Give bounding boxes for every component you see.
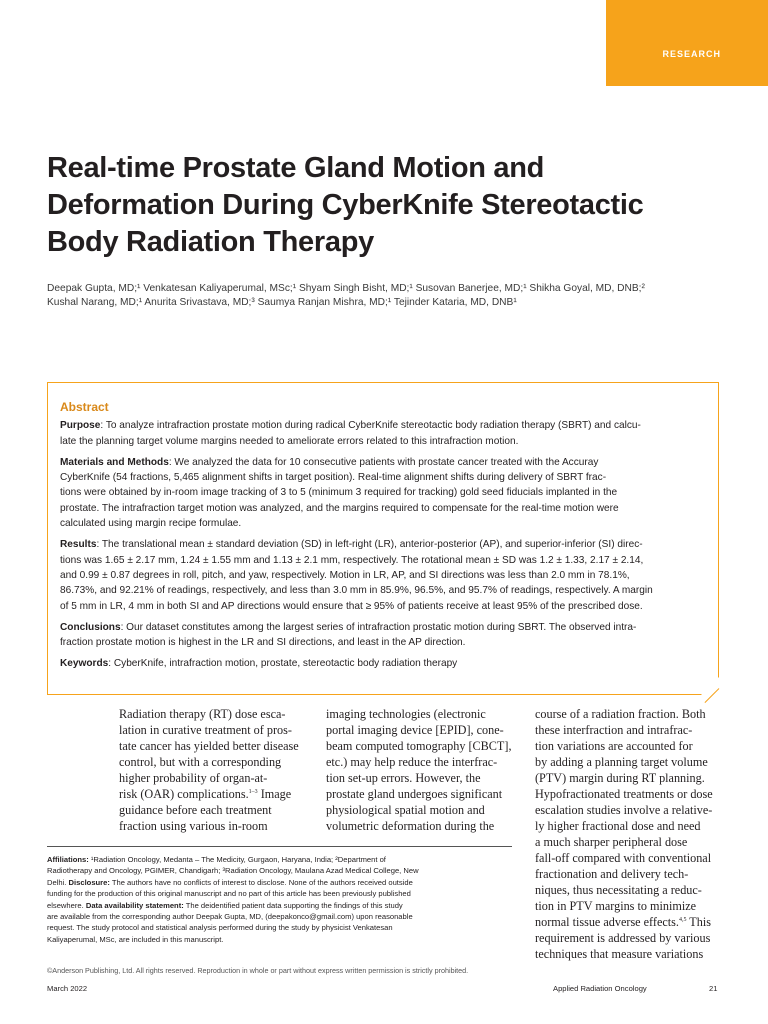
section-tab	[606, 0, 768, 86]
body-line: Radiation therapy (RT) dose esca-	[119, 707, 286, 721]
corner-cut	[701, 677, 719, 695]
title-line: Body Radiation Therapy	[47, 226, 374, 258]
methods-text: : We analyzed the data for 10 consecutive patients with prostate cancer treated with the Accuray	[168, 456, 599, 468]
body-line: by adding a planning target volume	[535, 755, 708, 769]
body-line: these interfraction and intrafrac-	[535, 723, 693, 737]
body-line: physiological spatial motion and	[326, 803, 485, 817]
data-availability-label: Data availability statement:	[85, 900, 184, 910]
purpose-text: late the planning target volume margins needed to ameliorate errors related to this intrafraction motion.	[60, 435, 519, 447]
body-line: volumetric deformation during the	[326, 819, 495, 833]
affiliations-divider	[47, 846, 512, 847]
conclusions-label: Conclusions	[60, 621, 121, 633]
purpose-label: Purpose	[60, 420, 101, 432]
abstract-methods	[60, 455, 710, 531]
author-list	[47, 282, 727, 310]
body-line: tate cancer has yielded better disease	[119, 739, 299, 753]
methods-text: CyberKnife (54 fractions, 5,465 alignment shifts in target position). Real-time alignment shifts during delivery of SBRT frac-	[60, 472, 607, 484]
affiliations-text: Delhi.	[47, 877, 69, 887]
section-label: RESEARCH	[662, 49, 721, 59]
body-line: portal imaging device [EPID], cone-	[326, 723, 504, 737]
body-line: imaging technologies (electronic	[326, 707, 486, 721]
affiliations-label: Affiliations:	[47, 855, 89, 864]
abstract-purpose	[60, 418, 710, 449]
disclosure-text: The authors have no conflicts of interest to disclose. None of the authors received outside	[109, 877, 413, 887]
disclosure-text: elsewhere.	[47, 900, 86, 910]
body-line: lation in curative treatment of pros-	[119, 723, 292, 737]
body-line: tion set-up errors. However, the	[326, 771, 481, 785]
abstract-heading: Abstract	[60, 400, 109, 414]
keywords-label: Keywords	[60, 658, 109, 670]
results-text: tions was 1.65 ± 2.17 mm, 1.24 ± 1.55 mm and 1.13 ± 2.1 mm, respectively. The rotational mean ± SD was 1.2 ± 1.33, 2.17 ± 2.14,	[60, 554, 644, 566]
results-text: and 0.99 ± 0.87 degrees in roll, pitch, and yaw, respectively. Motion in LR, AP, and SI directions was less than 2.0 mm in 78.1%,	[60, 569, 630, 581]
results-text: of 5 mm in LR, 4 mm in both SI and AP directions would ensure that ≥ 95% of patients receive at least 95% of the prescribed dose.	[60, 600, 643, 612]
body-line: Image	[257, 787, 292, 801]
affiliations-text: ¹Radiation Oncology, Medanta – The Medicity, Gurgaon, Haryana, India; ²Department of	[88, 855, 386, 864]
body-line: beam computed tomography [CBCT],	[326, 739, 512, 753]
keywords-text: : CyberKnife, intrafraction motion, prostate, stereotactic body radiation therapy	[108, 658, 458, 670]
body-line: course of a radiation fraction. Both	[535, 707, 706, 721]
body-line: etc.) may help reduce the interfrac-	[326, 755, 498, 769]
body-line: guidance before each treatment	[119, 803, 272, 817]
title-line: Real-time Prostate Gland Motion and	[47, 152, 545, 184]
footer-journal: Applied Radiation Oncology	[553, 984, 647, 993]
affiliations-block	[47, 854, 517, 945]
affiliations-text: Radiotherapy and Oncology, PGIMER, Chandigarh; ³Radiation Oncology, Maulana Azad Medical College, New	[47, 866, 419, 876]
body-line: (PTV) margin during RT planning.	[535, 771, 705, 785]
body-line: fractionation and delivery tech-	[535, 867, 689, 881]
conclusions-text: : Our dataset constitutes among the largest series of intrafraction prostatic motion during SBRT. The observed intra-	[120, 621, 637, 633]
methods-text: calculated using margin recipe formulae.	[60, 518, 242, 530]
methods-text: prostate. The intrafraction target motion was analyzed, and the margins required to compensate for the real-time motion were	[60, 502, 619, 514]
purpose-text: : To analyze intrafraction prostate motion during radical CyberKnife stereotactic body radiation therapy (SBRT) and calcu-	[100, 420, 641, 432]
title-line: Deformation During CyberKnife Stereotactic	[47, 189, 644, 221]
disclosure-text: funding for the production of this original manuscript and no part of this article has been previously published	[47, 889, 411, 899]
citation: 4,5	[678, 916, 687, 923]
body-line: escalation studies involve a relative-	[535, 803, 713, 817]
methods-text: tions were obtained by in-room image tracking of 3 to 5 (minimum 3 required for tracking) gold seed fiducials implanted in the	[60, 487, 618, 499]
data-availability-text: are available from the corresponding author Deepak Gupta, MD, (deepakonco@gmail.com) upon reasonable	[47, 912, 413, 922]
body-line: techniques that measure variations	[535, 947, 704, 961]
body-line: normal tissue adverse effects.	[535, 915, 679, 929]
data-availability-text: Kaliyaperumal, MSc, are included in this manuscript.	[47, 934, 224, 944]
abstract-keywords	[60, 656, 710, 671]
disclosure-label: Disclosure:	[68, 877, 110, 887]
body-line: requirement is addressed by various	[535, 931, 711, 945]
body-line: risk (OAR) complications.	[119, 787, 249, 801]
body-line: prostate gland undergoes significant	[326, 787, 503, 801]
results-text: : The translational mean ± standard deviation (SD) in left-right (LR), anterior-posterior (AP), and superior-inferior (SI) direc-	[96, 539, 643, 551]
body-column-2	[326, 706, 516, 834]
body-line: niques, thus necessitating a reduc-	[535, 883, 702, 897]
abstract-box	[47, 382, 719, 695]
body-line: ly higher fractional dose and need	[535, 819, 701, 833]
footer-date: March 2022	[47, 984, 88, 993]
body-line: higher probability of organ-at-	[119, 771, 268, 785]
conclusions-text: fraction prostate motion is highest in the LR and SI directions, and least in the AP direction.	[60, 637, 466, 649]
body-line: tion in PTV margins to minimize	[535, 899, 697, 913]
body-line: tion variations are accounted for	[535, 739, 693, 753]
body-column-3	[535, 706, 725, 962]
body-line: fraction using various in-room	[119, 819, 268, 833]
results-text: 86.73%, and 92.21% of readings, respectively, and less than 3.0 mm in 85.9%, 96.5%, and 95.7% of readings, respectively. A margin	[60, 585, 653, 597]
author-line: Deepak Gupta, MD;¹ Venkatesan Kaliyaperumal, MSc;¹ Shyam Singh Bisht, MD;¹ Susovan Banerjee, MD;¹ Shikha Goyal, MD, DNB;²	[47, 283, 645, 294]
abstract-conclusions	[60, 620, 710, 651]
data-availability-text: The deidentified patient data supporting the findings of this study	[183, 900, 403, 910]
abstract-results	[60, 537, 710, 613]
copyright-notice: ©Anderson Publishing, Ltd. All rights reserved. Reproduction in whole or part without express written permission is strictly prohibited.	[47, 966, 469, 975]
page-number: 21	[709, 984, 718, 993]
article-title	[47, 150, 727, 261]
methods-label: Materials and Methods	[60, 456, 169, 468]
citation: 1–3	[248, 788, 258, 795]
results-label: Results	[60, 539, 97, 551]
body-line: control, but with a corresponding	[119, 755, 282, 769]
body-line: fall-off compared with conventional	[535, 851, 712, 865]
body-line: Hypofractionated treatments or dose	[535, 787, 713, 801]
author-line: Kushal Narang, MD;¹ Anurita Srivastava, MD;³ Saumya Ranjan Mishra, MD;¹ Tejinder Kataria, MD, DNB¹	[47, 297, 517, 308]
body-column-1	[119, 706, 309, 834]
body-line: This	[686, 915, 711, 929]
body-line: a much sharper peripheral dose	[535, 835, 688, 849]
data-availability-text: request. The study protocol and statistical analysis performed during the study by physicist Venkatesan	[47, 923, 393, 933]
